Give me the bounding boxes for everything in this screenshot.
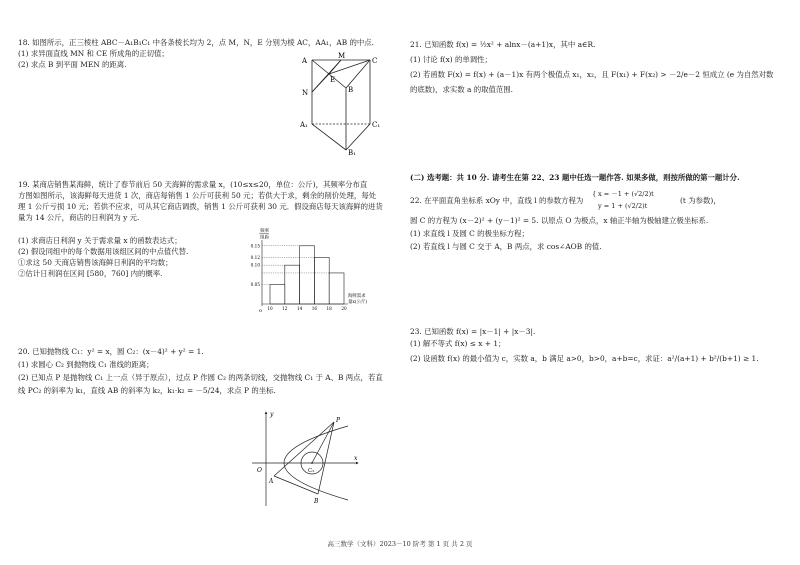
q23-stem: 23. 已知函数 f(x) = |x－1| + |x－3|. xyxy=(410,327,536,336)
q20-label-P: P xyxy=(336,417,341,424)
hist-origin: o xyxy=(259,308,263,314)
histogram-bar xyxy=(270,285,285,304)
q21-part2: (2) 若函数 F(x) = f(x) + (a－1)x 有两个极值点 x₁，x₂，且 F(x₁) + F(x₂) > －2/e－2 恒成立 (e 为自然对数 xyxy=(410,70,774,79)
q22-part1: (1) 求直线 l 及圆 C 的极坐标方程； xyxy=(410,229,529,238)
page-footer: 高三数学（文科）2023－10 阶考 第 1 页 共 2 页 xyxy=(327,540,473,548)
q20-label-x: x xyxy=(354,455,358,462)
x-tick-label: 16 xyxy=(311,306,318,311)
q20-part1: (1) 求圆心 C₂ 到抛物线 C₁ 准线的距离； xyxy=(18,360,154,369)
q20-label-y: y xyxy=(270,411,274,418)
q22-param-x: x = －1 + (√2/2)t xyxy=(598,190,654,198)
q19-part2-sub2: ②估计日利润在区间 [580，760] 内的概率. xyxy=(18,269,163,278)
q18-label-C: C xyxy=(372,57,378,65)
q19-line4: 量为 14 公斤，商店的日利润为 y 元. xyxy=(18,213,140,222)
q18-label-A: A xyxy=(302,57,308,65)
hist-ylabel-bottom: 组距 xyxy=(260,235,270,241)
elective-section-header: (二) 选考题：共 10 分. 请考生在第 22、23 题中任选一题作答. 如果多做，则按所做的第一题计分. xyxy=(410,173,740,182)
q18-prism-figure xyxy=(298,52,398,156)
q20-part2: (2) 已知点 P 是抛物线 C₁ 上一点（异于原点），过点 P 作圆 C₂ 的两条切线，交抛物线 C₁ 于 A、B 两点，若直 xyxy=(18,373,383,382)
x-tick-label: 10 xyxy=(267,306,273,311)
right-column xyxy=(400,0,800,565)
x-tick-label: 18 xyxy=(326,306,332,311)
q18-label-A1: A₁ xyxy=(300,121,308,129)
x-tick-label: 14 xyxy=(296,306,303,311)
q22-param-note: (t 为参数)， xyxy=(680,196,721,205)
q20-part2-cont: 线 PC₂ 的斜率为 k₁，直线 AB 的斜率为 k₂，k₁·k₂ = －5/24，求点 P 的坐标. xyxy=(18,386,276,395)
q22-circle: 圆 C 的方程为 (x－2)² + (y－1)² = 5. 以原点 O 为极点，x 轴正半轴为极轴建立极坐标系. xyxy=(410,216,709,225)
y-tick-label: 0.10 xyxy=(250,262,260,268)
y-tick-label: 0.05 xyxy=(250,282,260,288)
q18-label-N: N xyxy=(302,89,309,97)
q20-label-A: A xyxy=(269,478,274,485)
q18-part2: (2) 求点 B 到平面 MEN 的距离. xyxy=(18,60,127,69)
q21-stem: 21. 已知函数 f(x) = ½x² + alnx－(a+1)x，其中 a∈R. xyxy=(410,40,596,49)
q20-label-C2: C₂ xyxy=(308,468,315,474)
y-tick-label: 0.15 xyxy=(250,243,260,249)
histogram-bar xyxy=(285,265,300,304)
q19-part1: (1) 求商店日利润 y 关于需求量 x 的函数表达式； xyxy=(18,236,182,245)
q19-histogram xyxy=(240,226,378,314)
q18-stem: 18. 如图所示，正三棱柱 ABC－A₁B₁C₁ 中各条棱长均为 2，点 M，N，E 分别为棱 AC，AA₁，AB 的中点. xyxy=(18,38,375,47)
q19-part2-sub1: ①求这 50 天商店销售该海鲜日利润的平均数； xyxy=(18,258,173,267)
q18-label-E: E xyxy=(330,76,336,84)
q19-line1: 19. 某商店销售某海鲜，统计了春节前后 50 天海鲜的需求量 x，(10≤x≤20，单位：公斤)，其频率分布直 xyxy=(18,180,368,189)
histogram-bar xyxy=(329,273,344,304)
q18-label-B1: B₁ xyxy=(348,149,356,156)
q19-line3: 理 1 公斤亏损 10 元；若供不应求，可从其它商店调拨，销售 1 公斤可获利 30 元．假设商店每天该海鲜的进货 xyxy=(18,202,383,211)
hist-ylabel-top: 频率 xyxy=(260,229,270,234)
q19-part2: (2) 假设同组中的每个数据用该组区间的中点值代替. xyxy=(18,247,189,256)
y-tick-label: 0.12 xyxy=(250,254,260,260)
q18-label-C1: C₁ xyxy=(372,121,381,129)
q18-label-B: B xyxy=(348,86,354,94)
hist-xlabel-bottom: 量x(公斤) xyxy=(348,300,368,305)
q21-part2-cont: 的底数)，求实数 a 的取值范围. xyxy=(410,85,514,94)
q19-line2: 方图如图所示，该海鲜每天进货 1 次，商店每销售 1 公斤可获利 50 元；若供大于求，剩余的削价处理，每处 xyxy=(18,191,377,200)
x-tick-label: 12 xyxy=(282,306,288,311)
q23-part2: (2) 设函数 f(x) 的最小值为 c，实数 a，b 满足 a>0，b>0，a+b=c，求证：a²/(a+1) + b²/(b+1) ≥ 1. xyxy=(410,354,759,363)
q22-brace: { xyxy=(592,190,597,198)
q18-part1: (1) 求异面直线 MN 和 CE 所成角的正切值； xyxy=(18,49,169,58)
q20-label-O: O xyxy=(257,467,262,474)
histogram-bar xyxy=(314,257,329,304)
q20-stem: 20. 已知抛物线 C₁：y² = x，圆 C₂：(x－4)² + y² = 1. xyxy=(18,347,204,356)
q20-parabola-figure xyxy=(248,408,366,510)
q21-part1: (1) 讨论 f(x) 的单调性； xyxy=(410,55,492,64)
hist-xlabel-top: 海鲜需求 xyxy=(348,294,366,299)
q22-stem: 22. 在平面直角坐标系 xOy 中，直线 l 的参数方程为 xyxy=(410,196,584,205)
histogram-bar xyxy=(300,246,315,304)
q20-label-B: B xyxy=(314,498,319,505)
q22-part2: (2) 若直线 l 与圆 C 交于 A，B 两点，求 cos∠AOB 的值. xyxy=(410,242,602,251)
q22-param-y: y = 1 + (√2/2)t xyxy=(598,202,648,210)
q23-part1: (1) 解不等式 f(x) ≤ x + 1； xyxy=(410,339,506,348)
q18-label-M: M xyxy=(338,52,346,60)
x-tick-label: 20 xyxy=(341,306,347,311)
